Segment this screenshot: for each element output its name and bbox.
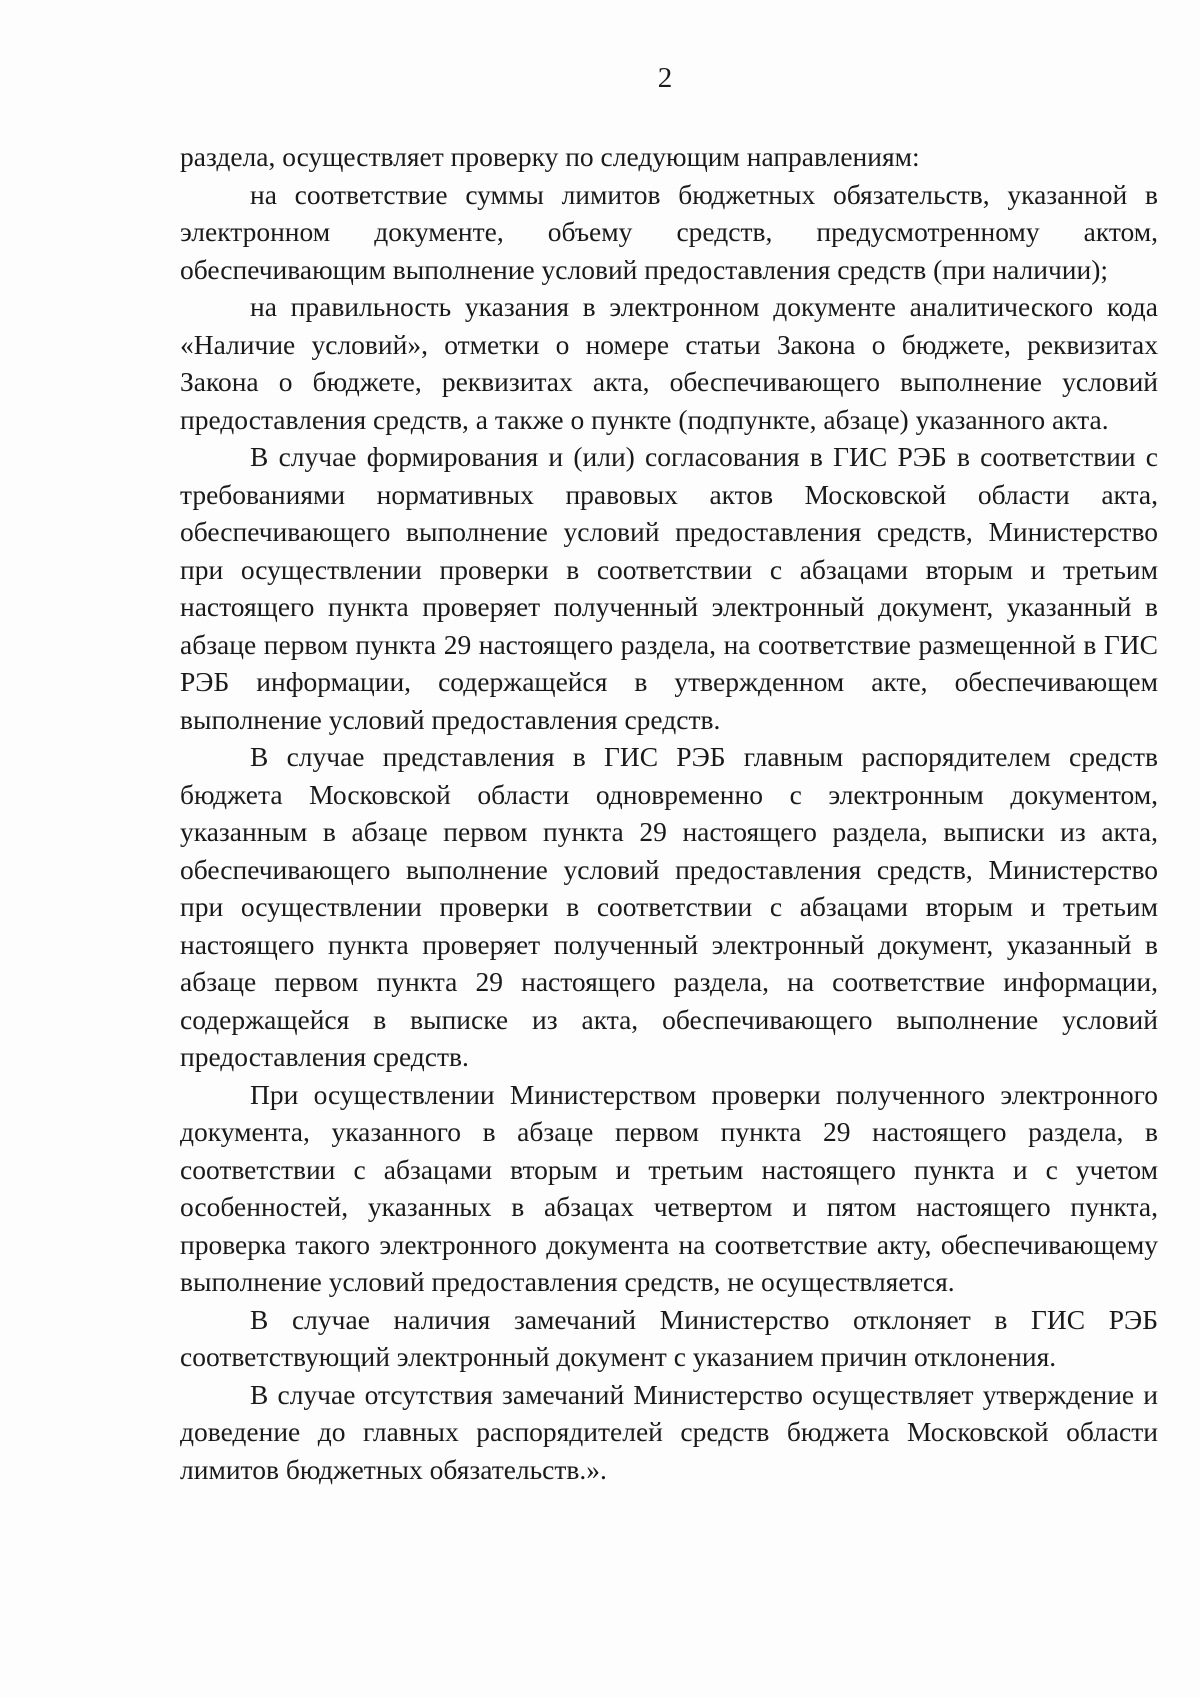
document-body <box>180 138 1158 1488</box>
paragraph: на правильность указания в электронном документе аналитического кода «Наличие условий», отметки о номере статьи Закона о бюджете, реквизитах Закона о бюджете, реквизитах акта, обеспечивающего выполнение условий предоставления средств, а также о пункте (подпункте, абзаце) указанного акта. <box>180 291 1158 435</box>
paragraph: При осуществлении Министерством проверки полученного электронного документа, указанного в абзаце первом пункта 29 настоящего раздела, в соответствии с абзацами вторым и третьим настоящего пункта и с учетом особенностей, указанных в абзацах четвертом и пятом настоящего пункта, проверка такого электронного документа на соответствие акту, обеспечивающему выполнение условий предоставления средств, не осуществляется. <box>180 1078 1158 1297</box>
page-number: 2 <box>657 62 673 94</box>
paragraph: В случае отсутствия замечаний Министерство осуществляет утверждение и доведение до главных распорядителей средств бюджета Московской области лимитов бюджетных обязательств.». <box>180 1378 1158 1485</box>
paragraph: В случае представления в ГИС РЭБ главным распорядителем средств бюджета Московской области одновременно с электронным документом, указанным в абзаце первом пункта 29 настоящего раздела, выписки из акта, обеспечивающего выполнение условий предоставления средств, Министерство при осуществлении проверки в соответствии с абзацами вторым и третьим настоящего пункта проверяет полученный электронный документ, указанный в абзаце первом пункта 29 настоящего раздела, на соответствие информации, содержащейся в выписке из акта, обеспечивающего выполнение условий предоставления средств. <box>180 741 1158 1072</box>
paragraph: В случае наличия замечаний Министерство отклоняет в ГИС РЭБ соответствующий электронный документ с указанием причин отклонения. <box>180 1303 1158 1372</box>
paragraph: раздела, осуществляет проверку по следующим направлениям: <box>180 141 920 172</box>
paragraph: В случае формирования и (или) согласования в ГИС РЭБ в соответствии с требованиями нормативных правовых актов Московской области акта, обеспечивающего выполнение условий предоставления средств, Министерство при осуществлении проверки в соответствии с абзацами вторым и третьим настоящего пункта проверяет полученный электронный документ, указанный в абзаце первом пункта 29 настоящего раздела, на соответствие размещенной в ГИС РЭБ информации, содержащейся в утвержденном акте, обеспечивающем выполнение условий предоставления средств. <box>180 441 1158 735</box>
paragraph: на соответствие суммы лимитов бюджетных обязательств, указанной в электронном документе, объему средств, предусмотренному актом, обеспечивающим выполнение условий предоставления средств (при наличии); <box>180 178 1158 285</box>
